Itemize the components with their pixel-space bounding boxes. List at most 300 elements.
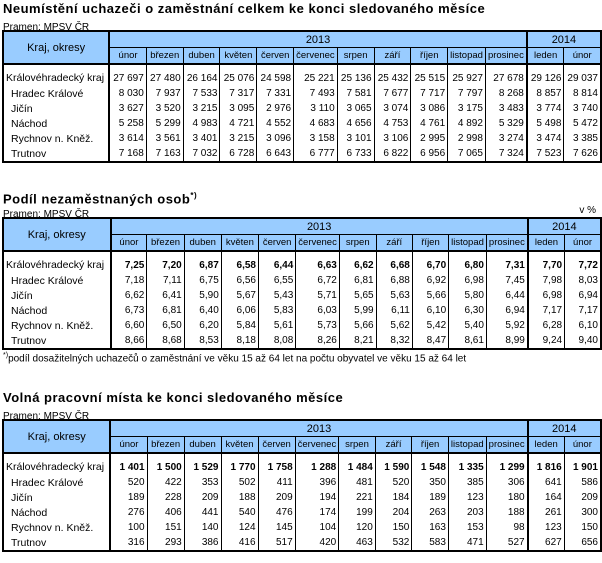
table-cell: 26 164 — [183, 64, 220, 86]
table-cell: 7,31 — [486, 251, 527, 273]
table-title — [3, 1, 602, 17]
month-header: únor — [110, 437, 147, 454]
table-cell: 6,87 — [184, 251, 221, 273]
table-cell: 3 074 — [374, 101, 411, 116]
table-cell: 5,83 — [259, 303, 296, 318]
table-cell: 123 — [528, 520, 565, 535]
row-label: Hradec Králové — [3, 273, 111, 288]
table-cell: 1 529 — [184, 453, 221, 475]
table-cell: 3 774 — [527, 101, 564, 116]
table-row — [3, 86, 601, 101]
month-header: srpen — [339, 437, 376, 454]
table-cell: 6,72 — [296, 273, 340, 288]
month-header: leden — [528, 235, 565, 252]
table-cell: 140 — [184, 520, 221, 535]
table-cell: 4 721 — [220, 116, 257, 131]
table-cell: 3 065 — [337, 101, 374, 116]
table-cell: 6,62 — [111, 288, 147, 303]
table-row — [3, 146, 601, 162]
table-cell: 350 — [412, 475, 449, 490]
table-cell: 7 317 — [220, 86, 257, 101]
table-cell: 7 324 — [485, 146, 526, 162]
month-header: květen — [221, 437, 258, 454]
table-cell: 9,40 — [565, 333, 601, 349]
table-cell: 25 076 — [220, 64, 257, 86]
table-row — [3, 131, 601, 146]
table-cell: 6,94 — [486, 303, 527, 318]
table-cell: 8,66 — [111, 333, 147, 349]
table-cell: 5,80 — [449, 288, 487, 303]
table-cell: 6,94 — [565, 288, 601, 303]
table-cell: 481 — [339, 475, 376, 490]
table-cell: 7 168 — [109, 146, 146, 162]
table-cell: 6,41 — [147, 288, 184, 303]
table-cell: 627 — [528, 535, 565, 551]
table-cell: 25 136 — [337, 64, 374, 86]
month-header: duben — [184, 235, 221, 252]
table-cell: 1 758 — [258, 453, 295, 475]
row-label: Trutnov — [3, 535, 110, 551]
table-cell: 1 770 — [221, 453, 258, 475]
table-cell: 6,81 — [339, 273, 376, 288]
month-header: březen — [146, 48, 183, 65]
table-cell: 6,55 — [259, 273, 296, 288]
row-label: Jičín — [3, 288, 111, 303]
month-header: červenec — [295, 437, 339, 454]
row-label: Královéhradecký kraj — [3, 453, 110, 475]
table-cell: 2 976 — [257, 101, 294, 116]
table-cell: 306 — [486, 475, 527, 490]
table-cell: 7 581 — [337, 86, 374, 101]
table-cell: 24 598 — [257, 64, 294, 86]
table-cell: 641 — [528, 475, 565, 490]
table-cell: 6,60 — [111, 318, 147, 333]
table-cell: 5,61 — [259, 318, 296, 333]
table-cell: 6 643 — [257, 146, 294, 162]
table-cell: 2 995 — [411, 131, 448, 146]
table-cell: 7 032 — [183, 146, 220, 162]
table-cell: 7,98 — [528, 273, 565, 288]
table-cell: 164 — [528, 490, 565, 505]
table-cell: 3 561 — [146, 131, 183, 146]
table-cell: 163 — [412, 520, 449, 535]
month-header: listopad — [448, 48, 486, 65]
table-cell: 98 — [486, 520, 527, 535]
row-label: Rychnov n. Kněž. — [3, 520, 110, 535]
table-cell: 6,50 — [147, 318, 184, 333]
table-cell: 7 163 — [146, 146, 183, 162]
row-label: Královéhradecký kraj — [3, 64, 109, 86]
table-cell: 5 472 — [564, 116, 601, 131]
month-header: prosinec — [486, 235, 527, 252]
table-cell: 184 — [375, 490, 412, 505]
table-cell: 29 126 — [527, 64, 564, 86]
table-cell: 316 — [110, 535, 147, 551]
table-cell: 6,20 — [184, 318, 221, 333]
table-cell: 1 335 — [448, 453, 486, 475]
table-cell: 123 — [448, 490, 486, 505]
table-row — [3, 453, 601, 475]
data-table — [2, 217, 602, 350]
data-table — [2, 419, 602, 552]
table-cell: 5,65 — [339, 288, 376, 303]
table-cell: 6,88 — [376, 273, 412, 288]
table-cell: 7 493 — [294, 86, 338, 101]
table-title — [3, 390, 602, 406]
table-cell: 6,10 — [412, 303, 448, 318]
table-cell: 150 — [375, 520, 412, 535]
table-cell: 7 533 — [183, 86, 220, 101]
data-table — [2, 30, 602, 163]
month-header: září — [374, 48, 411, 65]
source-note: Pramen: MPSV ČR — [3, 209, 90, 220]
month-header: leden — [527, 48, 564, 65]
table-cell: 422 — [147, 475, 184, 490]
table-cell: 5,92 — [486, 318, 527, 333]
month-header: listopad — [448, 437, 486, 454]
month-header: září — [375, 437, 412, 454]
table-cell: 5,40 — [449, 318, 487, 333]
table-cell: 411 — [258, 475, 295, 490]
table-cell: 27 678 — [485, 64, 526, 86]
table-cell: 5,73 — [296, 318, 340, 333]
table-cell: 7 717 — [411, 86, 448, 101]
table-row — [3, 288, 601, 303]
table-cell: 25 927 — [448, 64, 486, 86]
row-label: Jičín — [3, 490, 110, 505]
month-header: únor — [109, 48, 146, 65]
table-cell: 8 814 — [564, 86, 601, 101]
table-cell: 353 — [184, 475, 221, 490]
table-cell: 263 — [412, 505, 449, 520]
table-cell: 656 — [564, 535, 601, 551]
table-row — [3, 273, 601, 288]
month-header: červen — [257, 48, 294, 65]
table-cell: 6 733 — [337, 146, 374, 162]
table-cell: 8,99 — [486, 333, 527, 349]
month-header: květen — [221, 235, 258, 252]
month-header: říjen — [412, 437, 449, 454]
table-cell: 6,62 — [339, 251, 376, 273]
row-label: Rychnov n. Kněž. — [3, 318, 111, 333]
month-header: listopad — [449, 235, 487, 252]
month-header: říjen — [411, 48, 448, 65]
table-cell: 5,66 — [339, 318, 376, 333]
section-job-vacancies — [0, 390, 602, 552]
month-header: červen — [258, 437, 295, 454]
row-label: Jičín — [3, 101, 109, 116]
table-cell: 8,32 — [376, 333, 412, 349]
table-row — [3, 303, 601, 318]
table-cell: 1 816 — [528, 453, 565, 475]
table-cell: 228 — [147, 490, 184, 505]
table-cell: 6,40 — [184, 303, 221, 318]
table-cell: 204 — [375, 505, 412, 520]
table-cell: 463 — [339, 535, 376, 551]
table-cell: 583 — [412, 535, 449, 551]
table-cell: 5,43 — [259, 288, 296, 303]
table-row — [3, 475, 601, 490]
table-cell: 3 158 — [294, 131, 338, 146]
table-cell: 420 — [295, 535, 339, 551]
table-cell: 5 258 — [109, 116, 146, 131]
month-header: říjen — [412, 235, 448, 252]
table-cell: 406 — [147, 505, 184, 520]
table-cell: 6,56 — [221, 273, 258, 288]
table-cell: 3 385 — [564, 131, 601, 146]
table-cell: 189 — [110, 490, 147, 505]
table-cell: 6,10 — [565, 318, 601, 333]
table-cell: 6,44 — [486, 288, 527, 303]
table-cell: 520 — [110, 475, 147, 490]
table-cell: 6,75 — [184, 273, 221, 288]
row-header: Kraj, okresy — [3, 420, 110, 453]
table-cell: 6,80 — [449, 251, 487, 273]
table-cell: 1 548 — [412, 453, 449, 475]
table-cell: 5,99 — [339, 303, 376, 318]
table-cell: 6,98 — [528, 288, 565, 303]
table-cell: 8,18 — [221, 333, 258, 349]
table-cell: 8,68 — [147, 333, 184, 349]
table-cell: 180 — [486, 490, 527, 505]
table-cell: 8,61 — [449, 333, 487, 349]
table-cell: 3 215 — [183, 101, 220, 116]
table-cell: 3 614 — [109, 131, 146, 146]
table-cell: 476 — [258, 505, 295, 520]
table-cell: 8,26 — [296, 333, 340, 349]
table-cell: 5 329 — [485, 116, 526, 131]
table-cell: 25 515 — [411, 64, 448, 86]
table-cell: 7,45 — [486, 273, 527, 288]
row-label: Trutnov — [3, 146, 109, 162]
month-header: květen — [220, 48, 257, 65]
table-row — [3, 251, 601, 273]
table-cell: 520 — [375, 475, 412, 490]
month-header: únor — [564, 437, 601, 454]
table-cell: 209 — [258, 490, 295, 505]
month-header: únor — [564, 48, 601, 65]
table-cell: 6,70 — [412, 251, 448, 273]
table-cell: 153 — [448, 520, 486, 535]
table-cell: 7,70 — [528, 251, 565, 273]
table-cell: 3 274 — [485, 131, 526, 146]
table-row — [3, 535, 601, 551]
table-cell: 3 110 — [294, 101, 338, 116]
source-note: Pramen: MPSV ČR — [3, 411, 90, 422]
table-cell: 4 892 — [448, 116, 486, 131]
table-cell: 9,24 — [528, 333, 565, 349]
table-cell: 209 — [564, 490, 601, 505]
footnote-text: podíl dosažitelných uchazečů o zaměstnání ve věku 15 až 64 let na počtu obyvatel ve věku 15 až 64 let — [8, 353, 467, 365]
table-cell: 276 — [110, 505, 147, 520]
table-cell: 8,21 — [339, 333, 376, 349]
table-cell: 7 331 — [257, 86, 294, 101]
table-cell: 4 983 — [183, 116, 220, 131]
table-cell: 8,08 — [259, 333, 296, 349]
month-header: březen — [147, 437, 184, 454]
table-cell: 6,06 — [221, 303, 258, 318]
table-cell: 293 — [147, 535, 184, 551]
table-cell: 6,03 — [296, 303, 340, 318]
table-cell: 6 777 — [294, 146, 338, 162]
table-cell: 25 221 — [294, 64, 338, 86]
row-label: Náchod — [3, 505, 110, 520]
table-cell: 209 — [184, 490, 221, 505]
table-cell: 5,71 — [296, 288, 340, 303]
table-cell: 6 956 — [411, 146, 448, 162]
section-unemployed-applicants — [0, 1, 602, 163]
title-text: Volná pracovní místa ke konci sledovaného měsíce — [3, 390, 344, 405]
year-header-2013: 2013 — [109, 31, 527, 48]
month-header: prosinec — [485, 48, 526, 65]
table-cell: 8,47 — [412, 333, 448, 349]
table-cell: 6,30 — [449, 303, 487, 318]
month-header: červenec — [294, 48, 338, 65]
table-cell: 6,98 — [449, 273, 487, 288]
table-cell: 7,18 — [111, 273, 147, 288]
table-cell: 25 432 — [374, 64, 411, 86]
footnote-mark: *) — [3, 352, 9, 359]
table-cell: 6 728 — [220, 146, 257, 162]
table-cell: 532 — [375, 535, 412, 551]
row-label: Hradec Králové — [3, 86, 109, 101]
table-cell: 124 — [221, 520, 258, 535]
table-cell: 4 656 — [337, 116, 374, 131]
table-cell: 29 037 — [564, 64, 601, 86]
table-cell: 7,25 — [111, 251, 147, 273]
table-cell: 6,68 — [376, 251, 412, 273]
title-text: Neumístění uchazeči o zaměstnání celkem ke konci sledovaného měsíce — [3, 1, 486, 16]
table-cell: 3 483 — [485, 101, 526, 116]
table-row — [3, 101, 601, 116]
month-header: duben — [183, 48, 220, 65]
table-cell: 5,63 — [376, 288, 412, 303]
table-cell: 6,58 — [221, 251, 258, 273]
month-header: srpen — [337, 48, 374, 65]
table-cell: 586 — [564, 475, 601, 490]
table-cell: 1 401 — [110, 453, 147, 475]
table-cell: 4 552 — [257, 116, 294, 131]
table-cell: 300 — [564, 505, 601, 520]
month-header: září — [376, 235, 412, 252]
table-cell: 5,67 — [221, 288, 258, 303]
table-cell: 540 — [221, 505, 258, 520]
month-header: únor — [111, 235, 147, 252]
table-row — [3, 520, 601, 535]
table-cell: 8 030 — [109, 86, 146, 101]
month-header: červen — [259, 235, 296, 252]
table-cell: 517 — [258, 535, 295, 551]
table-title — [3, 188, 602, 207]
table-cell: 471 — [448, 535, 486, 551]
month-header: prosinec — [486, 437, 527, 454]
row-label: Náchod — [3, 116, 109, 131]
year-header-2014: 2014 — [528, 218, 601, 235]
table-cell: 1 484 — [339, 453, 376, 475]
table-cell: 199 — [339, 505, 376, 520]
table-cell: 27 697 — [109, 64, 146, 86]
table-cell: 203 — [448, 505, 486, 520]
year-header-2013: 2013 — [111, 218, 528, 235]
table-cell: 5,62 — [376, 318, 412, 333]
table-row — [3, 490, 601, 505]
table-cell: 441 — [184, 505, 221, 520]
source-note: Pramen: MPSV ČR — [3, 22, 90, 33]
table-cell: 3 086 — [411, 101, 448, 116]
row-header: Kraj, okresy — [3, 218, 111, 251]
table-row — [3, 64, 601, 86]
table-cell: 3 175 — [448, 101, 486, 116]
table-cell: 5,66 — [412, 288, 448, 303]
table-cell: 174 — [295, 505, 339, 520]
table-cell: 5,90 — [184, 288, 221, 303]
table-cell: 385 — [448, 475, 486, 490]
table-cell: 1 590 — [375, 453, 412, 475]
table-cell: 6,28 — [528, 318, 565, 333]
table-cell: 6 822 — [374, 146, 411, 162]
row-label: Královéhradecký kraj — [3, 251, 111, 273]
table-cell: 3 520 — [146, 101, 183, 116]
month-header: březen — [147, 235, 184, 252]
table-cell: 527 — [486, 535, 527, 551]
table-cell: 3 401 — [183, 131, 220, 146]
table-cell: 3 095 — [220, 101, 257, 116]
table-cell: 3 627 — [109, 101, 146, 116]
table-cell: 4 753 — [374, 116, 411, 131]
row-label: Trutnov — [3, 333, 111, 349]
table-cell: 7,72 — [565, 251, 601, 273]
table-cell: 188 — [221, 490, 258, 505]
table-row — [3, 333, 601, 349]
table-cell: 3 474 — [527, 131, 564, 146]
table-cell: 3 101 — [337, 131, 374, 146]
table-cell: 386 — [184, 535, 221, 551]
table-cell: 27 480 — [146, 64, 183, 86]
table-cell: 100 — [110, 520, 147, 535]
table-cell: 7 065 — [448, 146, 486, 162]
table-cell: 104 — [295, 520, 339, 535]
table-cell: 151 — [147, 520, 184, 535]
table-cell: 1 901 — [564, 453, 601, 475]
table-cell: 3 096 — [257, 131, 294, 146]
row-label: Rychnov n. Kněž. — [3, 131, 109, 146]
table-cell: 150 — [564, 520, 601, 535]
table-cell: 1 288 — [295, 453, 339, 475]
table-cell: 416 — [221, 535, 258, 551]
table-cell: 8,53 — [184, 333, 221, 349]
footnote — [3, 350, 602, 365]
table-cell: 7 937 — [146, 86, 183, 101]
table-cell: 7 626 — [564, 146, 601, 162]
month-header: červenec — [296, 235, 340, 252]
table-cell: 4 683 — [294, 116, 338, 131]
table-cell: 6,73 — [111, 303, 147, 318]
year-header-2013: 2013 — [110, 420, 527, 437]
month-header: leden — [528, 437, 565, 454]
table-cell: 3 740 — [564, 101, 601, 116]
row-label: Hradec Králové — [3, 475, 110, 490]
table-cell: 396 — [295, 475, 339, 490]
table-cell: 194 — [295, 490, 339, 505]
month-header: únor — [565, 235, 601, 252]
month-header: duben — [184, 437, 221, 454]
table-row — [3, 116, 601, 131]
table-cell: 7,17 — [565, 303, 601, 318]
title-text: Podíl nezaměstnaných osob — [3, 191, 191, 207]
table-cell: 221 — [339, 490, 376, 505]
table-row — [3, 318, 601, 333]
table-cell: 8 857 — [527, 86, 564, 101]
